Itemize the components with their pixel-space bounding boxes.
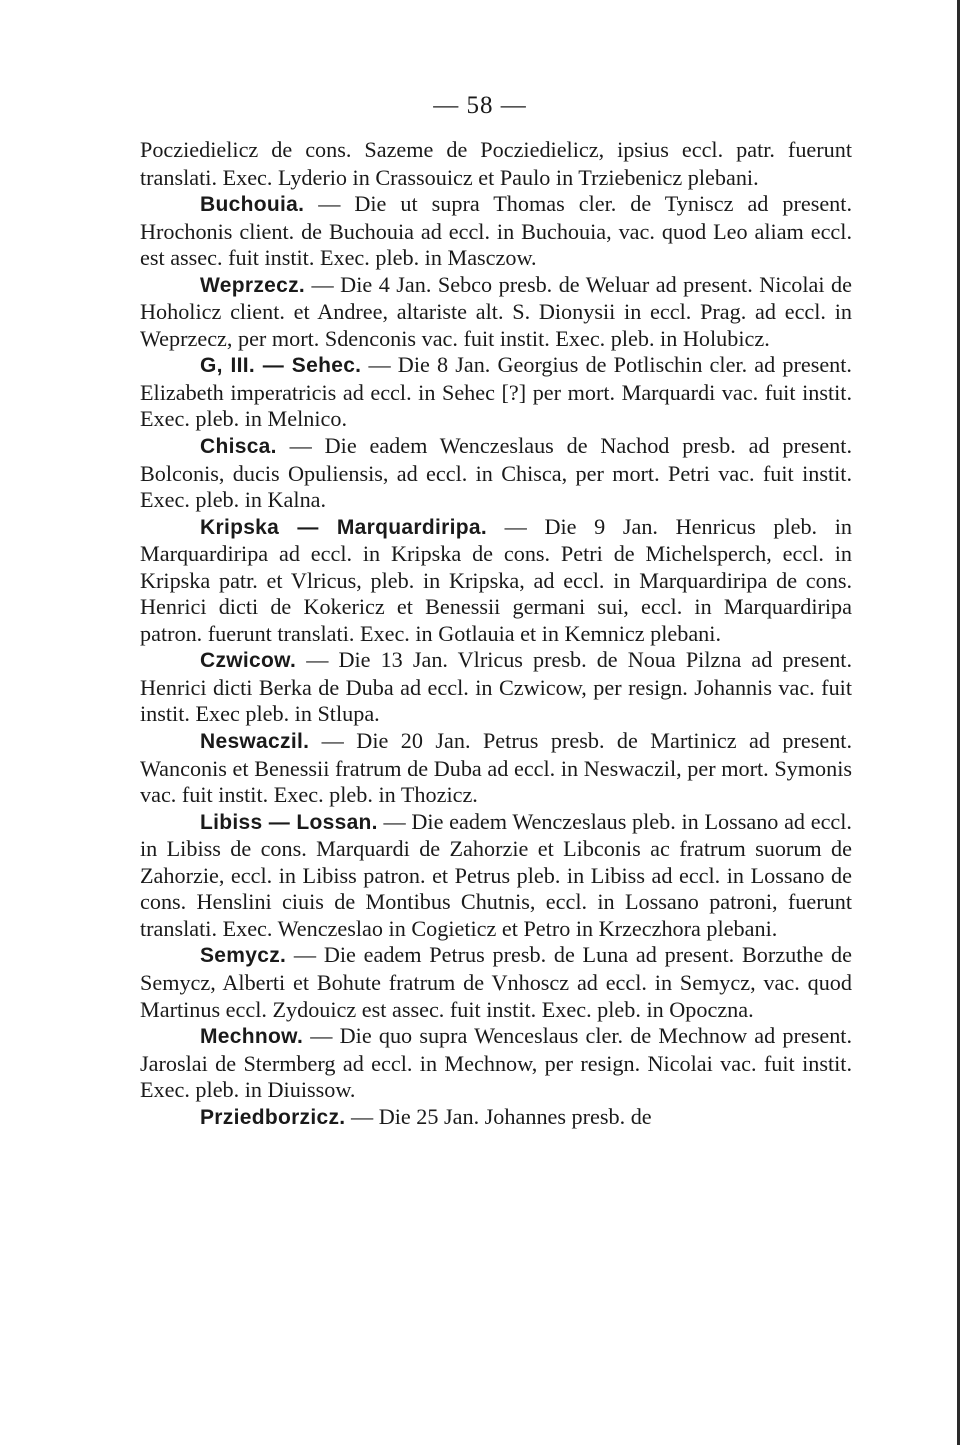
headword: G, III. — Sehec. (200, 354, 362, 378)
entry-10 (140, 1023, 852, 1104)
entry-text: — Die 25 Jan. Johannes presb. de (345, 1103, 652, 1129)
entry-text: — Die ut supra Thomas cler. de Tyniscz ad present. Hrochonis client. de Buchouia ad eccl. in Buchouia, vac. quod Leo aliam eccl. est assec. fuit instit. Exec. pleb. in Masczow. (140, 191, 852, 271)
entry-7 (140, 728, 852, 809)
entry-2 (140, 272, 852, 353)
entry-text: — Die 8 Jan. Georgius de Potlischin cler. ad present. Elizabeth imperatricis ad eccl. in Sehec [?] per mort. Marquardi vac. fuit instit. Exec. pleb. in Melnico. (140, 352, 852, 432)
headword: Kripska — Marquardiripa. (200, 515, 487, 539)
entry-text: — Die eadem Wenczeslaus de Nachod presb. ad present. Bolconis, ducis Opuliensis, ad eccl. in Chisca, per mort. Petri vac. fuit instit. Exec. pleb. in Kalna. (140, 433, 852, 513)
headword: Mechnow. (200, 1025, 304, 1049)
entry-6 (140, 647, 852, 728)
entry-11 (140, 1104, 852, 1132)
page-number: — 58 — (433, 92, 527, 119)
headword: Neswaczil. (200, 730, 310, 754)
headword: Semycz. (200, 944, 287, 968)
headword: Prziedborzicz. (200, 1105, 346, 1129)
entry-4 (140, 433, 852, 514)
entry-text: — Die 20 Jan. Petrus presb. de Martinicz ad present. Wanconis et Benessii fratrum de Duba ad eccl. in Neswaczil, per mort. Symonis vac. fuit instit. Exec. pleb. in Thozicz. (140, 728, 852, 808)
entry-text: — Die 13 Jan. Vlricus presb. de Noua Pilzna ad present. Henrici dicti Berka de Duba ad eccl. in Czwicow, per resign. Johannis vac. fuit instit. Exec pleb. in Stlupa. (140, 647, 852, 727)
entry-9 (140, 942, 852, 1023)
entry-3 (140, 352, 852, 433)
headword: Czwicow. (200, 649, 297, 673)
entry-text: — Die quo supra Wenceslaus cler. de Mechnow ad present. Jaroslai de Stermberg ad eccl. in Mechnow, per resign. Nicolai vac. fuit instit. Exec. pleb. in Diuissow. (140, 1023, 852, 1103)
entry-8 (140, 809, 852, 943)
headword: Libiss — Lossan. (200, 810, 378, 834)
text-column (140, 137, 852, 1131)
entry-text: — Die 9 Jan. Henricus pleb. in Marquardiripa ad eccl. in Kripska de cons. Petri de Michelsperch, eccl. in Kripska patr. et Vlricus, pleb. in Kripska, ad eccl. in Marquardiripa de cons. Henrici dicti de Kokericz et Benessii germani sui, eccl. in Marquardiripa patron. fuerunt translati. Exec. in Gotlauia et in Kemnicz plebani. (140, 513, 852, 646)
headword: Weprzecz. (200, 273, 306, 297)
entry-text: — Die eadem Wenczeslaus pleb. in Lossano ad eccl. in Libiss de cons. Marquardi de Zahorzie et Libconis ac fratrum suorum de Zahorzie, eccl. in Libiss patron. et Petrus pleb. in Libiss ad eccl. in Lossano de cons. Henslini ciuis de Montibus Chutnis, eccl. in Lossano patroni, fuerunt translati. Exec. Wenczeslao in Cogieticz et Petro in Krzeczhora plebani. (140, 808, 852, 941)
headword: Chisca. (200, 435, 277, 459)
headword: Buchouia. (200, 193, 305, 217)
entry-text: — Die eadem Petrus presb. de Luna ad present. Borzuthe de Semycz, Alberti et Bohute fratrum de Vnhoscz ad eccl. in Semycz, vac. quod Martinus eccl. Zydouicz est assec. fuit instit. Exec. pleb. in Opoczna. (140, 942, 852, 1022)
entry-0 (140, 137, 852, 191)
entry-text: — Die 4 Jan. Sebco presb. de Weluar ad present. Nicolai de Hoholicz client. et Andree, altariste alt. S. Dionysii in eccl. Prag. ad eccl. in Weprzecz, per mort. Sdenconis vac. fuit instit. Exec. pleb. in Holubicz. (140, 271, 852, 351)
entry-5 (140, 514, 852, 648)
entry-text: Pocziedielicz de cons. Sazeme de Pocziedielicz, ipsius eccl. patr. fuerunt translati. Exec. Lyderio in Crassouicz et Paulo in Trziebenicz plebani. (140, 137, 852, 190)
entry-1 (140, 191, 852, 272)
